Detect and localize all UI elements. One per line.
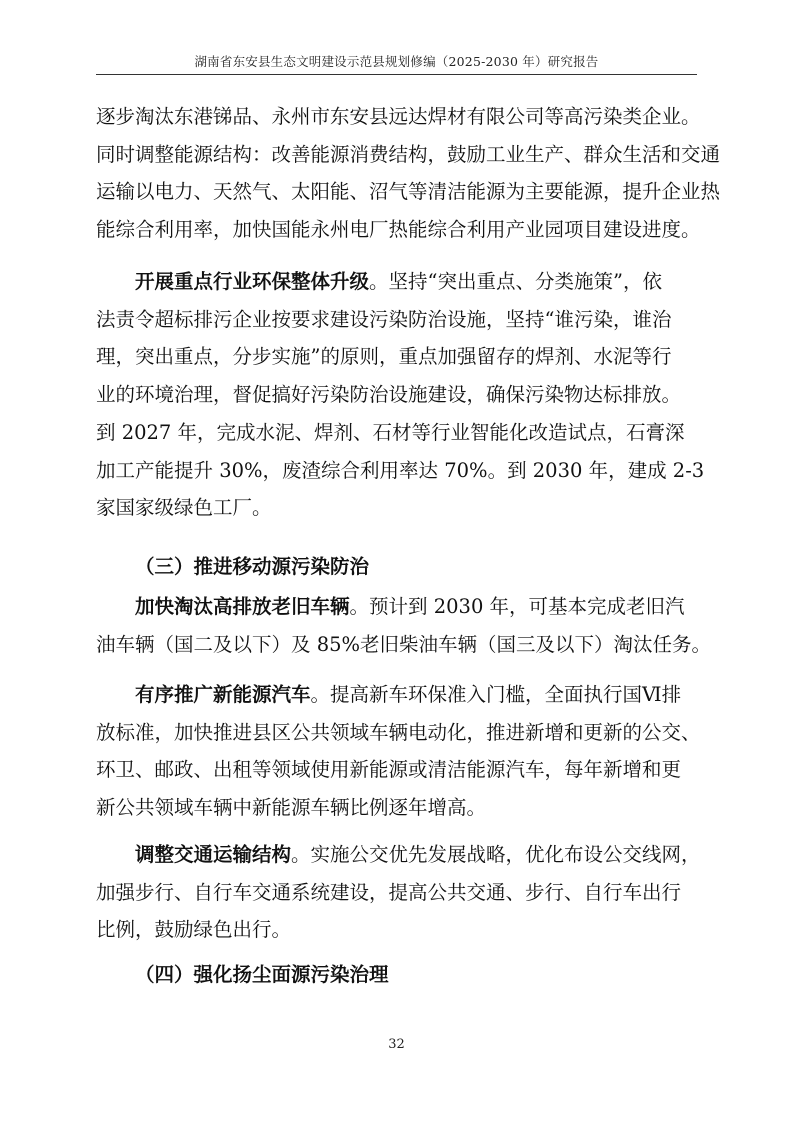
text-line: 到 2027 年，完成水泥、焊剂、石材等行业智能化改造试点，石膏深	[96, 420, 685, 444]
text-line: 放标准，加快推进县区公共领域车辆电动化，推进新增和更新的公交、	[96, 720, 701, 744]
paragraph-transport-structure	[96, 836, 706, 949]
section-heading-4: （四）强化扬尘面源污染治理	[135, 963, 389, 986]
text-line: 油车辆（国二及以下）及 85%老旧柴油车辆（国三及以下）淘汰任务。	[96, 632, 712, 656]
text-line: 运输以电力、天然气、太阳能、沼气等清洁能源为主要能源，提升企业热	[96, 180, 721, 204]
running-header: 湖南省东安县生态文明建设示范县规划修编（2025-2030 年）研究报告	[194, 54, 599, 69]
paragraph-lead-bold: 有序推广新能源汽车	[135, 683, 311, 706]
text-run: 。坚持“突出重点、分类施策”，依	[369, 270, 662, 293]
text-line: 法责令超标排污企业按要求建设污染防治设施，坚持“谁污染，谁治	[96, 307, 672, 331]
paragraph-old-vehicles	[96, 588, 712, 663]
text-line: 加强步行、自行车交通系统建设，提高公共交通、步行、自行车出行	[96, 880, 682, 904]
header-divider	[96, 74, 697, 75]
paragraph-energy-structure	[96, 98, 721, 249]
text-line	[96, 836, 706, 874]
paragraph-lead-bold: 调整交通运输结构	[135, 843, 292, 866]
text-line: 环卫、邮政、出租等领域使用新能源或清洁能源汽车，每年新增和更	[96, 758, 682, 782]
page-number: 32	[388, 1037, 405, 1052]
paragraph-lead-bold: 开展重点行业环保整体升级	[135, 270, 370, 293]
text-line: 新公共领域车辆中新能源车辆比例逐年增高。	[96, 796, 487, 820]
text-line: 理，突出重点，分步实施”的原则，重点加强留存的焊剂、水泥等行	[96, 345, 672, 369]
text-line	[96, 263, 706, 301]
paragraph-new-energy-vehicles	[96, 676, 706, 827]
text-line: 业的环境治理，督促搞好污染防治设施建设，确保污染物达标排放。	[96, 383, 682, 407]
text-run: 。实施公交优先发展战略，优化布设公交线网，	[291, 843, 701, 866]
text-line	[96, 676, 706, 714]
text-line: 比例，鼓励绿色出行。	[96, 918, 292, 942]
text-line: 家国家级绿色工厂。	[96, 496, 272, 520]
text-line: 加工产能提升 30%，废渣综合利用率达 70%。到 2030 年，建成 2-3	[96, 458, 705, 482]
section-heading-3: （三）推进移动源污染防治	[135, 555, 370, 578]
text-run: 。提高新车环保准入门槛，全面执行国Ⅵ排	[310, 683, 682, 706]
text-line: 逐步淘汰东港锑品、永州市东安县远达焊材有限公司等高污染类企业。	[96, 105, 701, 128]
text-line: 同时调整能源结构：改善能源消费结构，鼓励工业生产、群众生活和交通	[96, 142, 721, 166]
paragraph-lead-bold: 加快淘汰高排放老旧车辆	[135, 595, 350, 618]
paragraph-industry-upgrade	[96, 263, 706, 527]
text-line: 能综合利用率，加快国能永州电厂热能综合利用产业园项目建设进度。	[96, 218, 701, 242]
text-run: 。预计到 2030 年，可基本完成老旧汽	[349, 595, 685, 618]
text-line	[96, 588, 706, 626]
